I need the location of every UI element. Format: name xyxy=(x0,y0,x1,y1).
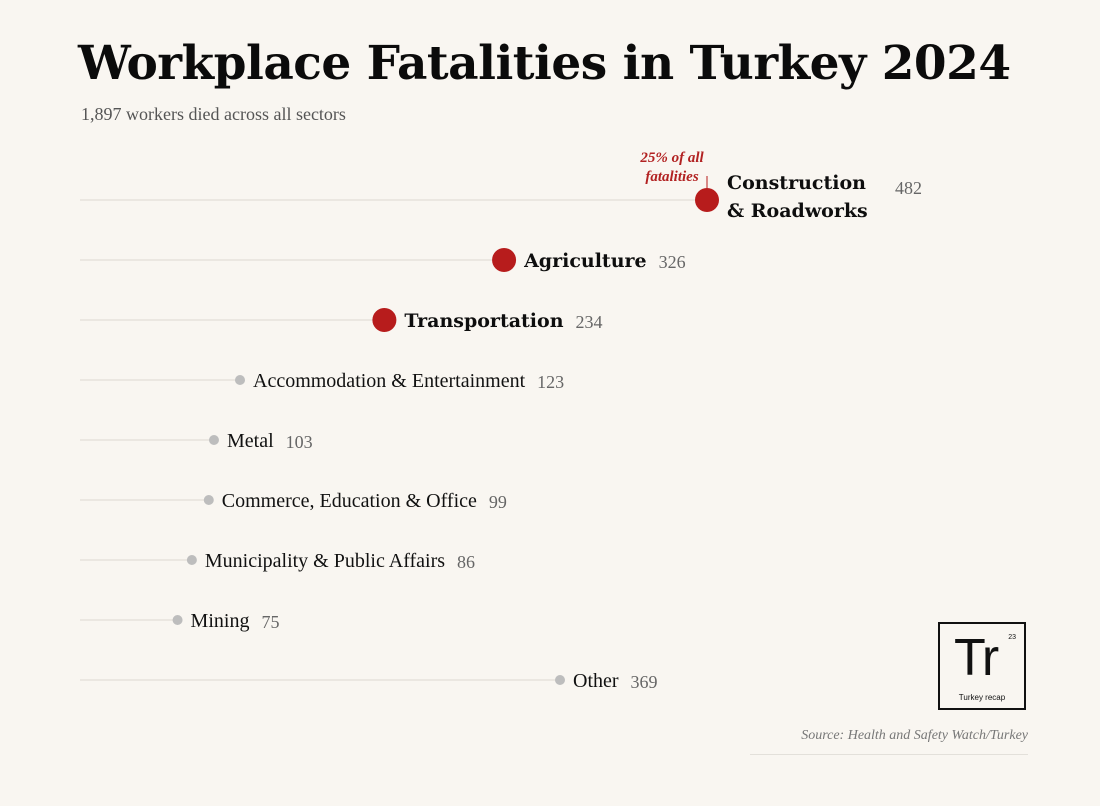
category-label: Commerce, Education & Office xyxy=(221,490,477,512)
value-label: 369 xyxy=(630,672,658,692)
data-dot xyxy=(187,555,197,565)
data-dot xyxy=(235,375,245,385)
category-label: Municipality & Public Affairs xyxy=(204,550,446,572)
value-label: 234 xyxy=(575,312,603,332)
category-label: Mining xyxy=(190,610,250,632)
category-label: Other xyxy=(573,670,619,692)
turkey-recap-logo xyxy=(938,622,1026,710)
annotation-text: fatalities xyxy=(645,169,699,185)
data-dot xyxy=(695,188,719,212)
logo-number: 23 xyxy=(1008,634,1016,641)
category-label: Transportation xyxy=(404,310,564,332)
value-label: 86 xyxy=(457,552,476,572)
chart-title: Workplace Fatalities in Turkey 2024 xyxy=(78,36,1011,91)
annotation-text: 25% of all xyxy=(640,150,704,166)
value-label: 99 xyxy=(488,492,507,512)
data-dot xyxy=(372,308,396,332)
chart-subtitle: 1,897 workers died across all sectors xyxy=(81,104,346,124)
category-label: Metal xyxy=(226,430,274,452)
category-label: Agriculture xyxy=(524,250,647,272)
category-label: Construction xyxy=(727,172,866,194)
logo-caption: Turkey recap xyxy=(958,693,1006,702)
logo-symbol: Tr xyxy=(954,629,998,687)
value-label: 103 xyxy=(285,432,313,452)
data-dot xyxy=(209,435,219,445)
data-dot xyxy=(204,495,214,505)
data-dot xyxy=(173,615,183,625)
value-label: 482 xyxy=(895,178,922,198)
data-dot xyxy=(555,675,565,685)
value-label: 75 xyxy=(261,612,280,632)
value-label: 123 xyxy=(537,372,565,392)
value-label: 326 xyxy=(658,252,686,272)
data-dot xyxy=(492,248,516,272)
category-label: & Roadworks xyxy=(727,200,868,222)
source-note: Source: Health and Safety Watch/Turkey xyxy=(750,728,1028,755)
category-label: Accommodation & Entertainment xyxy=(253,370,526,392)
